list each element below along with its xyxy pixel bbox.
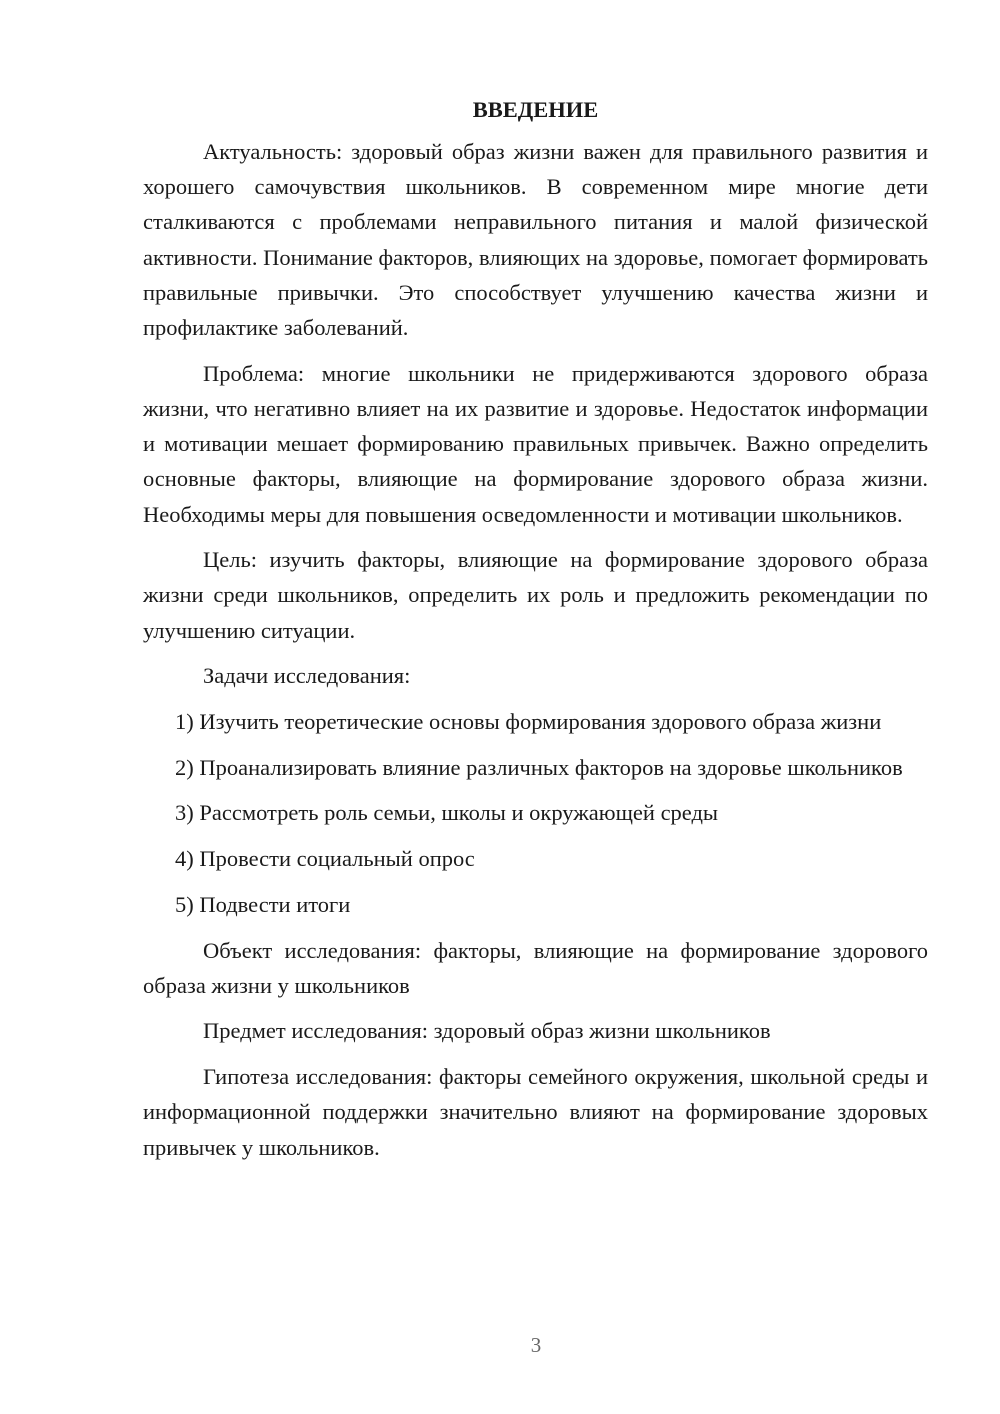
paragraph-problem: Проблема: многие школьники не придерживаются здорового образа жизни, что негативно влияет на их развитие и здоровье. Недостаток информации и мотивации мешает формированию правильных привычек. Важно определить основные факторы, влияющие на формирование здорового образа жизни. Необходимы меры для повышения осведомленности и мотивации школьников. [143, 360, 928, 527]
paragraph-subject: Предмет исследования: здоровый образ жизни школьников [203, 1018, 771, 1044]
paragraph-hypothesis: Гипотеза исследования: факторы семейного окружения, школьной среды и информационной поддержки значительно влияют на формирование здоровых привычек у школьников. [143, 1064, 928, 1160]
document-page [143, 92, 928, 1175]
task-item-2: 2) Проанализировать влияние различных факторов на здоровье школьников [175, 754, 903, 780]
task-item-5: 5) Подвести итоги [175, 891, 351, 917]
paragraph-relevance: Актуальность: здоровый образ жизни важен для правильного развития и хорошего самочувствия школьников. В современном мире многие дети сталкиваются с проблемами неправильного питания и малой физической активности. Понимание факторов, влияющих на здоровье, помогает формировать правильные привычки. Это способствует улучшению качества жизни и профилактике заболеваний. [143, 139, 928, 341]
page-number: 3 [530, 1333, 542, 1357]
task-item-1: 1) Изучить теоретические основы формирования здорового образа жизни [175, 709, 882, 735]
task-item-4: 4) Провести социальный опрос [175, 846, 475, 872]
paragraph-goal: Цель: изучить факторы, влияющие на формирование здорового образа жизни среди школьников, определить их роль и предложить рекомендации по улучшению ситуации. [143, 547, 928, 643]
paragraph-tasks-heading: Задачи исследования: [203, 663, 411, 689]
task-item-3: 3) Рассмотреть роль семьи, школы и окружающей среды [175, 800, 719, 826]
paragraph-object: Объект исследования: факторы, влияющие на формирование здорового образа жизни у школьников [143, 937, 928, 998]
document-title: ВВЕДЕНИЕ [472, 97, 599, 122]
